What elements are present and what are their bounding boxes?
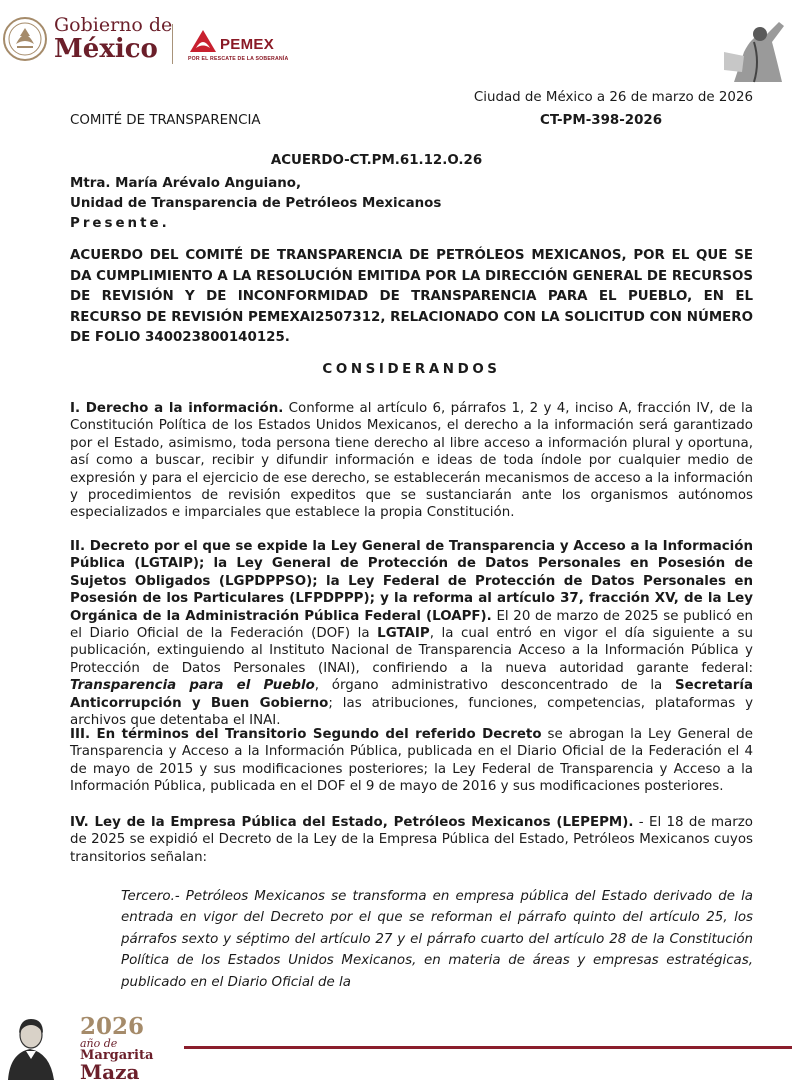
year-line1: año de: [80, 1037, 118, 1050]
considerando-2-text-d: ; las atribuciones, funciones, competencias, plataformas y archivos que detentaba el INAI.: [70, 695, 753, 729]
gobierno-logo: [54, 16, 172, 62]
footer: [0, 1005, 800, 1084]
year-line3: Maza: [80, 1060, 140, 1084]
margarita-maza-portrait-icon: [0, 1013, 78, 1080]
footer-rule: [184, 1046, 792, 1049]
reference-number: CT-PM-398-2026: [540, 113, 663, 128]
pemex-name: PEMEX: [220, 36, 275, 53]
considerando-3-heading: III. En términos del Transitorio Segundo del referido Decreto: [70, 727, 542, 742]
considerando-2-lgtaip: LGTAIP: [377, 626, 430, 642]
considerando-4-heading: IV. Ley de la Empresa Pública del Estado, Petróleos Mexicanos (LEPEPM).: [70, 815, 634, 830]
recipient-block: [70, 174, 753, 234]
considerando-2-sabg: Secretaría Anticorrupción y Buen Gobierno: [70, 678, 753, 711]
considerando-1-heading: I. Derecho a la información.: [70, 401, 284, 416]
considerando-2-tpp: Transparencia para el Pueblo: [70, 678, 315, 694]
national-seal-icon: [2, 14, 48, 68]
commemorative-year: [80, 1015, 153, 1082]
agreement-subject: ACUERDO DEL COMITÉ DE TRANSPARENCIA DE PETRÓLEOS MEXICANOS, POR EL QUE SE DA CUMPLIMIENTO A LA RESOLUCIÓN EMITIDA POR LA DIRECCIÓN GENERAL DE RECURSOS DE REVISIÓN Y DE INCONFORMIDAD DE TRANSPARENCIA PARA EL PUEBLO, EN EL RECURSO DE REVISIÓN PEMEXAI2507312, RELACIONADO CON LA SOLICITUD CON NÚMERO DE FOLIO 340023800140125.: [70, 248, 753, 345]
considerando-2-text-c: , órgano administrativo desconcentrado de la: [314, 678, 675, 694]
year-line2: Margarita: [80, 1048, 154, 1063]
agreement-number: ACUERDO-CT.PM.61.12.O.26: [270, 153, 483, 168]
heroine-engraving-icon: [724, 12, 794, 84]
committee-name: COMITÉ DE TRANSPARENCIA: [70, 113, 261, 128]
considerando-1-body: Conforme al artículo 6, párrafos 1, 2 y 4, inciso A, fracción IV, de la Constitución Política de los Estados Unidos Mexicanos, el derecho a la información será garantizado por el Estado, asimismo, toda persona tiene derecho al libre acceso a información plural y oportuna, así como a buscar, recibir y difundir información e ideas de toda índole por cualquier medio de expresión y para el ejercicio de ese derecho, se establecerán mecanismos de acceso a la información y procedimientos de revisión expeditos que se sustanciarán ante los organismos autónomos especializados e imparciales que establece la propia Constitución.: [70, 401, 753, 521]
considerando-4-body: - El 18 de marzo de 2025 se expidió el Decreto de la Ley de la Empresa Pública del Estado, Petróleos Mexicanos cuyos transitorios señalan:: [70, 815, 753, 865]
recipient-name: Mtra. María Arévalo Anguiano,: [70, 176, 302, 191]
considerandos-heading: CONSIDERANDOS: [322, 362, 501, 377]
considerando-2: [70, 538, 753, 729]
gobierno-line1: Gobierno de: [54, 14, 173, 36]
document-date: Ciudad de México a 26 de marzo de 2026: [473, 90, 753, 105]
recipient-unit: Unidad de Transparencia de Petróleos Mexicanos: [70, 196, 442, 211]
considerando-2-heading: II. Decreto por el que se expide la Ley General de Transparencia y Acceso a la Información Pública (LGTAIP); la Ley General de Protección de Datos Personales en Posesión de Sujetos Obligados (LGPDPPSO); la Ley Federal de Protección de Datos Personales en Posesión de los Particulares (LFPDPPP); y la reforma al artículo 37, fracción XV, de la Ley Orgánica de la Administración Pública Federal (LOAPF).: [70, 539, 753, 624]
pemex-logo: [188, 26, 308, 66]
logo-divider: [172, 24, 173, 64]
considerando-3: [70, 726, 753, 796]
transitorio-quote: Tercero.- Petróleos Mexicanos se transforma en empresa pública del Estado derivado de la entrada en vigor del Decreto por el que se reforman el párrafo quinto del artículo 25, los párrafos sexto y séptimo del artículo 27 y el párrafo cuarto del artículo 28 de la Constitución Política de los Estados Unidos Mexicanos, en materia de áreas y empresas estratégicas, publicado en el Diario Oficial de la: [121, 889, 753, 990]
gobierno-line2: México: [54, 34, 158, 64]
considerando-2-text-a: El 20 de marzo de 2025 se publicó en el Diario Oficial de la Federación (DOF) la: [70, 608, 753, 642]
pemex-eagle-icon: [188, 26, 218, 56]
considerando-4: [70, 814, 753, 866]
recipient-presente: Presente.: [70, 216, 170, 231]
year-number: 2026: [80, 1013, 145, 1040]
letterhead: [0, 0, 800, 90]
considerando-3-body: se abrogan la Ley General de Transparencia y Acceso a la Información Pública, publicada en el Diario Oficial de la Federación el 4 de mayo de 2015 y sus modificaciones posteriores; la Ley Federal de Transparencia y Acceso a la Información Pública, publicada en el DOF el 9 de mayo de 2016 y sus modificaciones posteriores.: [70, 727, 753, 795]
considerando-1: [70, 400, 753, 522]
considerando-2-text-b: , la cual entró en vigor el día siguiente a su publicación, extinguiendo al Instituto Nacional de Transparencia Acceso a la Información Pública y Protección de Datos Personales (INAI), confiriendo a la nueva autoridad garante federal:: [70, 626, 753, 676]
pemex-tagline: POR EL RESCATE DE LA SOBERANÍA: [188, 56, 289, 62]
